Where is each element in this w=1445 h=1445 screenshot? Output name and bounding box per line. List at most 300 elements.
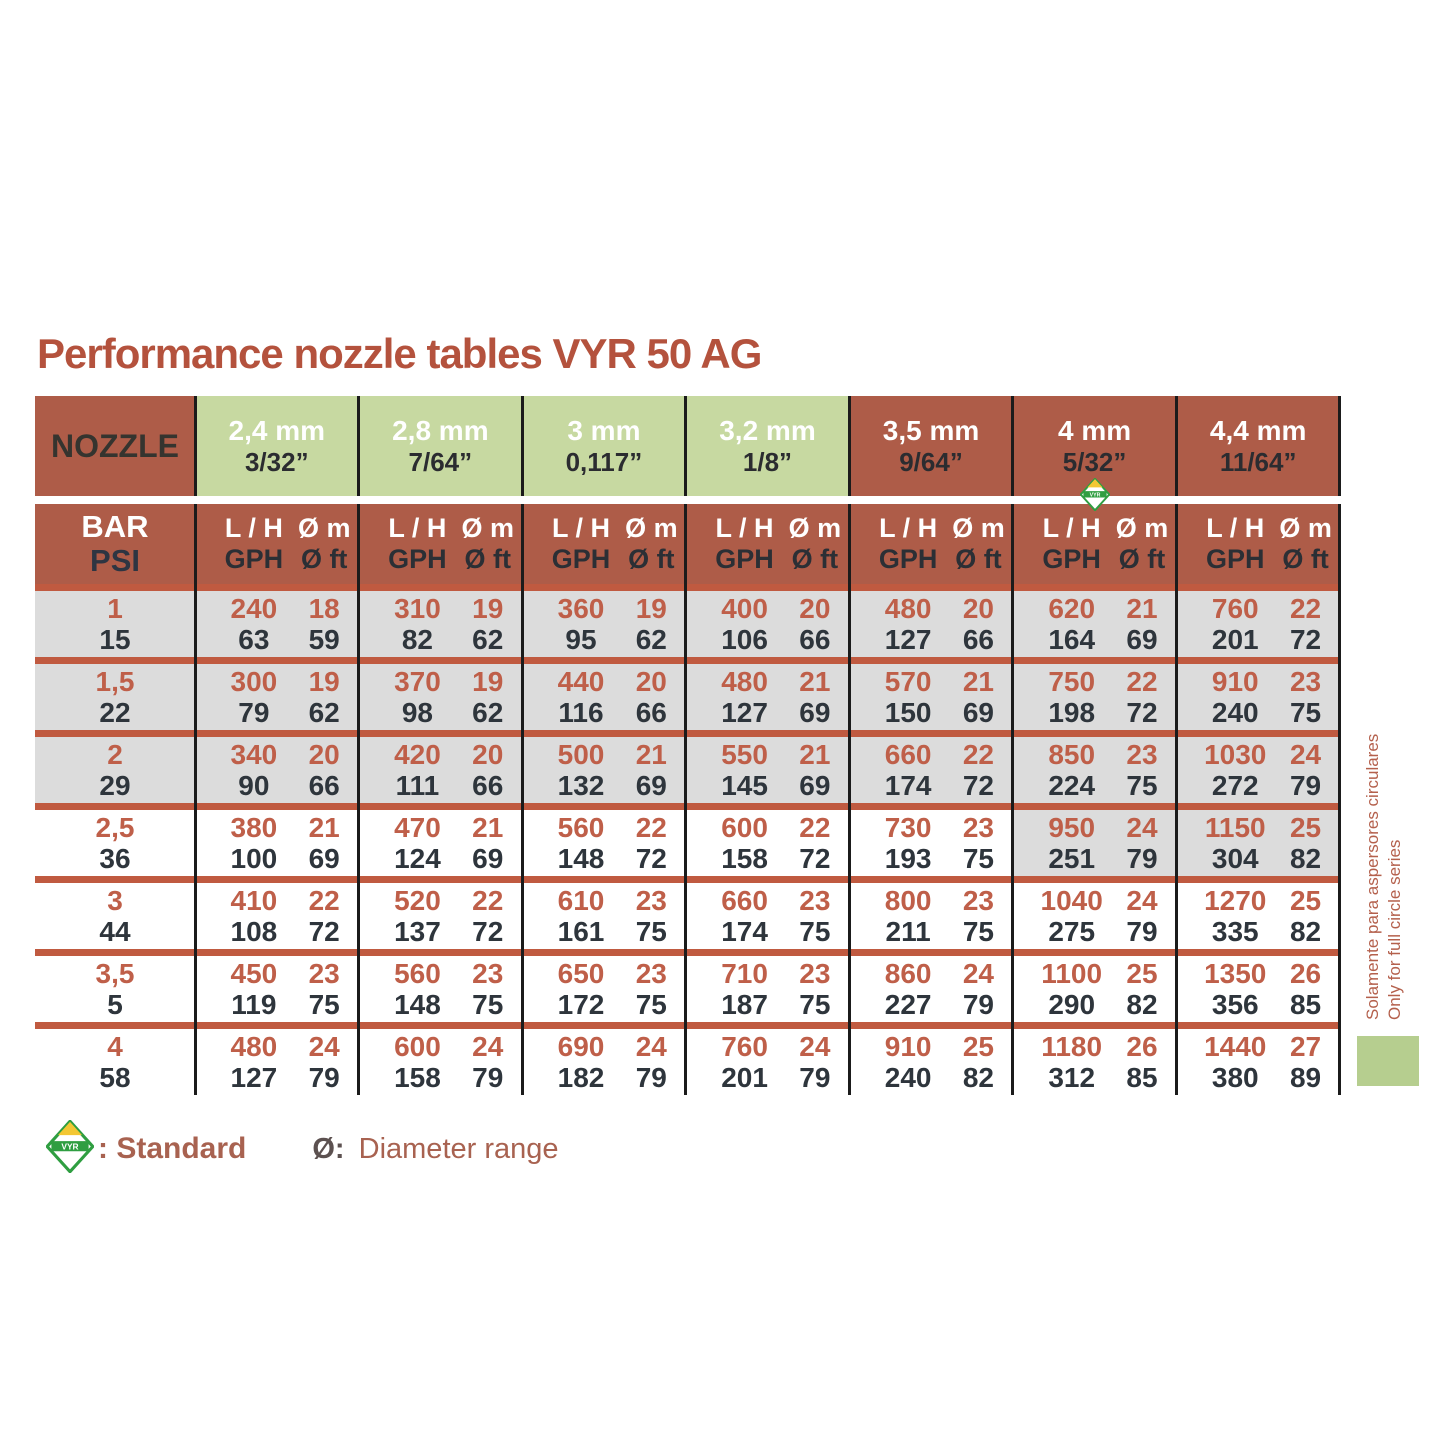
value-cell <box>1013 664 1177 730</box>
diameter-values <box>784 737 846 803</box>
gph-value: 100 <box>230 843 278 874</box>
gph-value: 164 <box>1048 624 1096 655</box>
gph-value: 127 <box>721 697 768 728</box>
oft-value: 69 <box>635 770 667 801</box>
value-pair <box>1013 883 1177 949</box>
lh-value: 730 <box>884 812 932 843</box>
value-pair <box>195 664 359 730</box>
column-divider <box>1175 504 1178 1095</box>
value-pair <box>1013 810 1177 876</box>
diameter-values <box>1111 1029 1173 1095</box>
lh-value: 600 <box>721 812 768 843</box>
standard-marker-icon <box>1080 478 1110 516</box>
nozzle-header-5 <box>849 396 1013 496</box>
value-cell <box>195 883 359 949</box>
pressure-row-1 <box>35 591 1340 657</box>
lh-value: 450 <box>230 958 278 989</box>
flow-values <box>211 591 296 657</box>
oft-value: 62 <box>635 624 667 655</box>
lh-value: 650 <box>557 958 605 989</box>
value-cell <box>1013 810 1177 876</box>
diameter-values <box>1275 737 1337 803</box>
flow-values <box>702 810 787 876</box>
diameter-values <box>1111 956 1173 1022</box>
flow-values <box>375 737 460 803</box>
gph-value: 272 <box>1211 770 1259 801</box>
nozzle-header-4 <box>686 396 850 496</box>
diameter-values <box>457 956 519 1022</box>
flow-metric-label: L / H <box>551 513 610 543</box>
oft-value: 79 <box>635 1062 667 1093</box>
oft-value: 66 <box>799 624 831 655</box>
psi-value: 36 <box>99 843 131 874</box>
column-divider <box>1338 504 1341 1095</box>
pressure-header-cell <box>35 504 195 584</box>
lh-value: 440 <box>557 666 605 697</box>
om-value: 24 <box>1126 885 1158 916</box>
diameter-values <box>620 1029 682 1095</box>
lh-value: 660 <box>721 885 768 916</box>
column-divider <box>1338 396 1341 496</box>
value-cell <box>849 883 1013 949</box>
diam-metric-label: Ø m <box>788 513 842 543</box>
lh-value: 480 <box>230 1031 278 1062</box>
gph-value: 124 <box>394 843 441 874</box>
footer-legend <box>46 1118 559 1180</box>
value-cell <box>195 1029 359 1095</box>
diam-imperial-label: Ø ft <box>1118 544 1166 574</box>
gph-value: 119 <box>231 989 277 1020</box>
value-cell <box>686 883 850 949</box>
psi-value: 58 <box>99 1062 131 1093</box>
gph-value: 335 <box>1211 916 1259 947</box>
value-cell <box>1176 883 1340 949</box>
diameter-values <box>293 883 355 949</box>
pressure-cell <box>35 1029 195 1095</box>
flow-values <box>1029 1029 1114 1095</box>
column-divider <box>1011 396 1014 496</box>
gph-value: 187 <box>721 989 768 1020</box>
gph-value: 224 <box>1048 770 1096 801</box>
vyr-standard-icon <box>46 1120 94 1178</box>
units-header-row <box>35 504 1340 584</box>
lh-value: 520 <box>394 885 441 916</box>
om-value: 24 <box>1126 812 1158 843</box>
om-value: 18 <box>308 593 340 624</box>
flow-imperial-label: GPH <box>224 544 284 574</box>
oft-value: 62 <box>472 624 504 655</box>
value-pair <box>849 956 1013 1022</box>
pressure-row-3-5 <box>35 956 1340 1022</box>
nozzle-size-inch: 1/8” <box>742 447 793 477</box>
gph-value: 193 <box>884 843 932 874</box>
pressure-values <box>35 737 195 803</box>
om-value: 19 <box>472 666 504 697</box>
value-cell <box>359 883 523 949</box>
side-note-english: Only for full circle series <box>1385 839 1404 1020</box>
om-value: 23 <box>635 958 667 989</box>
diameter-unit-col <box>1111 504 1173 584</box>
gph-value: 95 <box>565 624 597 655</box>
value-cell <box>359 737 523 803</box>
pressure-values <box>35 810 195 876</box>
lh-value: 660 <box>884 739 932 770</box>
value-pair <box>686 591 850 657</box>
om-value: 24 <box>1289 739 1322 770</box>
value-pair <box>359 810 523 876</box>
diameter-values <box>1111 883 1173 949</box>
column-divider <box>684 396 687 496</box>
gph-value: 79 <box>238 697 270 728</box>
oft-value: 72 <box>1126 697 1158 728</box>
diameter-values <box>293 1029 355 1095</box>
flow-values <box>866 737 951 803</box>
diameter-values <box>1275 883 1337 949</box>
lh-value: 470 <box>394 812 441 843</box>
lh-value: 760 <box>1211 593 1259 624</box>
oft-value: 79 <box>308 1062 340 1093</box>
column-divider <box>194 504 197 1095</box>
diameter-unit-col <box>293 504 355 584</box>
diameter-values <box>784 956 846 1022</box>
bar-value: 1 <box>107 593 123 624</box>
oft-value: 89 <box>1289 1062 1322 1093</box>
om-value: 21 <box>1126 593 1158 624</box>
lh-value: 500 <box>557 739 605 770</box>
oft-value: 69 <box>472 843 504 874</box>
value-pair <box>522 1029 686 1095</box>
lh-value: 800 <box>884 885 932 916</box>
oft-value: 75 <box>799 916 831 947</box>
performance-table <box>35 396 1340 1096</box>
om-value: 23 <box>308 958 340 989</box>
psi-value: 44 <box>99 916 131 947</box>
flow-values <box>1029 810 1114 876</box>
column-divider <box>521 396 524 496</box>
gph-value: 127 <box>230 1062 278 1093</box>
value-pair <box>1176 664 1340 730</box>
lh-value: 1100 <box>1041 958 1103 989</box>
value-cell <box>1013 591 1177 657</box>
diameter-unit-col <box>457 504 519 584</box>
pressure-values <box>35 591 195 657</box>
gph-value: 201 <box>1211 624 1259 655</box>
nozzle-size-mm: 4 mm <box>1058 415 1132 446</box>
value-pair <box>849 664 1013 730</box>
flow-values <box>211 883 296 949</box>
flow-values <box>375 591 460 657</box>
value-cell <box>522 883 686 949</box>
pressure-cell <box>35 664 195 730</box>
om-value: 21 <box>308 812 340 843</box>
oft-value: 72 <box>962 770 995 801</box>
flow-imperial-label: GPH <box>388 544 447 574</box>
lh-value: 240 <box>230 593 278 624</box>
units-pair <box>686 504 850 584</box>
om-value: 22 <box>1126 666 1158 697</box>
diameter-values <box>293 737 355 803</box>
flow-unit-col <box>375 504 460 584</box>
value-pair <box>1013 1029 1177 1095</box>
lh-value: 910 <box>1211 666 1259 697</box>
side-note <box>1362 728 1418 1020</box>
svg-text:VYR: VYR <box>61 1141 79 1152</box>
value-cell <box>849 591 1013 657</box>
nozzle-size-inch: 5/32” <box>1062 447 1127 477</box>
gph-value: 356 <box>1211 989 1259 1020</box>
nozzle-header-row <box>35 396 1340 499</box>
flow-imperial-label: GPH <box>878 544 938 574</box>
nozzle-size-mm: 3 mm <box>567 415 641 446</box>
value-cell <box>1176 810 1340 876</box>
value-pair <box>686 810 850 876</box>
om-value: 24 <box>635 1031 667 1062</box>
oft-value: 75 <box>962 916 995 947</box>
oft-value: 59 <box>308 624 340 655</box>
om-value: 22 <box>635 812 667 843</box>
value-cell <box>1013 1029 1177 1095</box>
nozzle-header-2 <box>359 396 523 496</box>
value-cell <box>195 591 359 657</box>
om-value: 19 <box>472 593 504 624</box>
pressure-row-2-5 <box>35 810 1340 876</box>
units-pair <box>1013 504 1177 584</box>
nozzle-size-inch: 7/64” <box>408 447 473 477</box>
diameter-values <box>457 883 519 949</box>
units-pair <box>1176 504 1340 584</box>
oft-value: 79 <box>799 1062 831 1093</box>
lh-value: 610 <box>557 885 605 916</box>
gph-value: 150 <box>884 697 932 728</box>
units-cell-7 <box>1176 504 1340 584</box>
flow-values <box>1193 737 1278 803</box>
bar-value: 1,5 <box>95 666 135 697</box>
value-cell <box>522 737 686 803</box>
lh-value: 360 <box>557 593 605 624</box>
oft-value: 72 <box>799 843 831 874</box>
flow-metric-label: L / H <box>879 513 938 543</box>
oft-value: 75 <box>1289 697 1322 728</box>
diam-imperial-label: Ø ft <box>300 544 348 574</box>
diameter-values <box>620 737 682 803</box>
oft-value: 69 <box>799 697 831 728</box>
diameter-values <box>457 810 519 876</box>
value-cell <box>195 737 359 803</box>
flow-values <box>1193 664 1278 730</box>
psi-value: 5 <box>107 989 123 1020</box>
diameter-values <box>1275 1029 1337 1095</box>
flow-values <box>702 591 787 657</box>
oft-value: 82 <box>962 1062 995 1093</box>
diameter-values <box>293 810 355 876</box>
flow-values <box>702 1029 787 1095</box>
gph-value: 132 <box>557 770 605 801</box>
value-pair <box>1176 1029 1340 1095</box>
gph-value: 127 <box>884 624 932 655</box>
om-value: 22 <box>962 739 995 770</box>
value-cell <box>1176 664 1340 730</box>
units-pair <box>849 504 1013 584</box>
pressure-row-2 <box>35 737 1340 803</box>
gph-value: 90 <box>238 770 270 801</box>
oft-value: 79 <box>1126 843 1158 874</box>
gph-value: 106 <box>721 624 768 655</box>
value-pair <box>522 664 686 730</box>
lh-value: 340 <box>230 739 278 770</box>
value-cell <box>522 956 686 1022</box>
om-value: 21 <box>472 812 504 843</box>
nozzle-size-mm: 4,4 mm <box>1209 415 1307 446</box>
value-cell <box>686 737 850 803</box>
value-pair <box>195 737 359 803</box>
gph-value: 161 <box>557 916 605 947</box>
om-value: 26 <box>1126 1031 1158 1062</box>
om-value: 20 <box>962 593 995 624</box>
flow-metric-label: L / H <box>388 513 447 543</box>
gph-value: 251 <box>1048 843 1096 874</box>
nozzle-size-inch: 11/64” <box>1219 447 1297 477</box>
gph-value: 116 <box>558 697 604 728</box>
value-cell <box>195 664 359 730</box>
diameter-symbol: Ø: <box>312 1132 345 1165</box>
om-value: 21 <box>635 739 667 770</box>
gph-value: 312 <box>1048 1062 1096 1093</box>
diameter-values <box>457 664 519 730</box>
diameter-values <box>947 1029 1009 1095</box>
diameter-label: Diameter range <box>358 1132 559 1165</box>
diam-imperial-label: Ø ft <box>791 544 839 574</box>
diameter-values <box>1111 664 1173 730</box>
diameter-values <box>784 810 846 876</box>
value-pair <box>359 956 523 1022</box>
lh-value: 570 <box>884 666 932 697</box>
om-value: 24 <box>472 1031 504 1062</box>
diameter-values <box>947 956 1009 1022</box>
diameter-values <box>620 956 682 1022</box>
value-cell <box>359 1029 523 1095</box>
flow-values <box>375 810 460 876</box>
om-value: 23 <box>635 885 667 916</box>
om-value: 22 <box>308 885 340 916</box>
nozzle-header-3 <box>522 396 686 496</box>
gph-value: 63 <box>238 624 270 655</box>
flow-values <box>538 664 623 730</box>
flow-values <box>538 810 623 876</box>
svg-text:VYR: VYR <box>1089 492 1101 499</box>
value-pair <box>195 810 359 876</box>
value-cell <box>686 956 850 1022</box>
lh-value: 400 <box>721 593 768 624</box>
gph-value: 380 <box>1211 1062 1259 1093</box>
oft-value: 79 <box>1126 916 1158 947</box>
bar-value: 2,5 <box>95 812 135 843</box>
gph-value: 211 <box>885 916 931 947</box>
flow-values <box>866 883 951 949</box>
lh-value: 300 <box>230 666 278 697</box>
column-divider <box>848 396 851 496</box>
diam-metric-label: Ø m <box>625 513 678 543</box>
value-pair <box>522 591 686 657</box>
gph-value: 290 <box>1048 989 1096 1020</box>
bar-value: 2 <box>107 739 123 770</box>
value-pair <box>686 1029 850 1095</box>
pressure-cell <box>35 810 195 876</box>
lh-value: 550 <box>721 739 768 770</box>
flow-values <box>1193 591 1278 657</box>
om-value: 20 <box>635 666 667 697</box>
flow-values <box>702 664 787 730</box>
diam-imperial-label: Ø ft <box>955 544 1002 574</box>
lh-value: 1030 <box>1204 739 1267 770</box>
flow-unit-col <box>538 504 623 584</box>
value-cell <box>1013 956 1177 1022</box>
gph-value: 111 <box>395 770 440 801</box>
oft-value: 79 <box>1289 770 1322 801</box>
om-value: 25 <box>1126 958 1158 989</box>
value-pair <box>195 956 359 1022</box>
gph-value: 174 <box>884 770 932 801</box>
diameter-values <box>784 591 846 657</box>
value-pair <box>359 591 523 657</box>
lh-value: 710 <box>721 958 768 989</box>
diameter-values <box>620 591 682 657</box>
flow-values <box>1029 956 1114 1022</box>
diameter-values <box>293 591 355 657</box>
pressure-values <box>35 1029 195 1095</box>
flow-metric-label: L / H <box>1206 513 1265 543</box>
om-value: 21 <box>799 739 831 770</box>
value-pair <box>849 883 1013 949</box>
value-pair <box>1013 956 1177 1022</box>
diameter-unit-col <box>1275 504 1337 584</box>
nozzle-size-mm: 2,8 mm <box>392 415 489 446</box>
value-cell <box>359 956 523 1022</box>
nozzle-size-mm: 3,2 mm <box>719 415 816 446</box>
om-value: 20 <box>799 593 831 624</box>
gph-value: 240 <box>1211 697 1259 728</box>
diameter-values <box>784 883 846 949</box>
gph-value: 182 <box>557 1062 605 1093</box>
nozzle-size-mm: 2,4 mm <box>228 415 326 446</box>
flow-values <box>1029 737 1114 803</box>
om-value: 20 <box>308 739 340 770</box>
flow-values <box>866 591 951 657</box>
flow-unit-col <box>211 504 296 584</box>
value-pair <box>1013 737 1177 803</box>
om-value: 21 <box>799 666 831 697</box>
page-title: Performance nozzle tables VYR 50 AG <box>37 330 762 377</box>
gph-value: 172 <box>557 989 605 1020</box>
oft-value: 85 <box>1126 1062 1158 1093</box>
lh-value: 950 <box>1048 812 1096 843</box>
diameter-values <box>947 664 1009 730</box>
flow-values <box>866 1029 951 1095</box>
column-divider <box>1175 396 1178 496</box>
diameter-values <box>784 664 846 730</box>
diam-metric-label: Ø m <box>461 513 515 543</box>
flow-metric-label: L / H <box>1042 513 1101 543</box>
oft-value: 69 <box>308 843 340 874</box>
value-cell <box>522 1029 686 1095</box>
diameter-values <box>293 664 355 730</box>
oft-value: 66 <box>472 770 504 801</box>
units-cell-6 <box>1013 504 1177 584</box>
value-pair <box>522 956 686 1022</box>
column-divider <box>684 504 687 1095</box>
diameter-unit-col <box>620 504 682 584</box>
pressure-cell <box>35 737 195 803</box>
value-pair <box>359 883 523 949</box>
